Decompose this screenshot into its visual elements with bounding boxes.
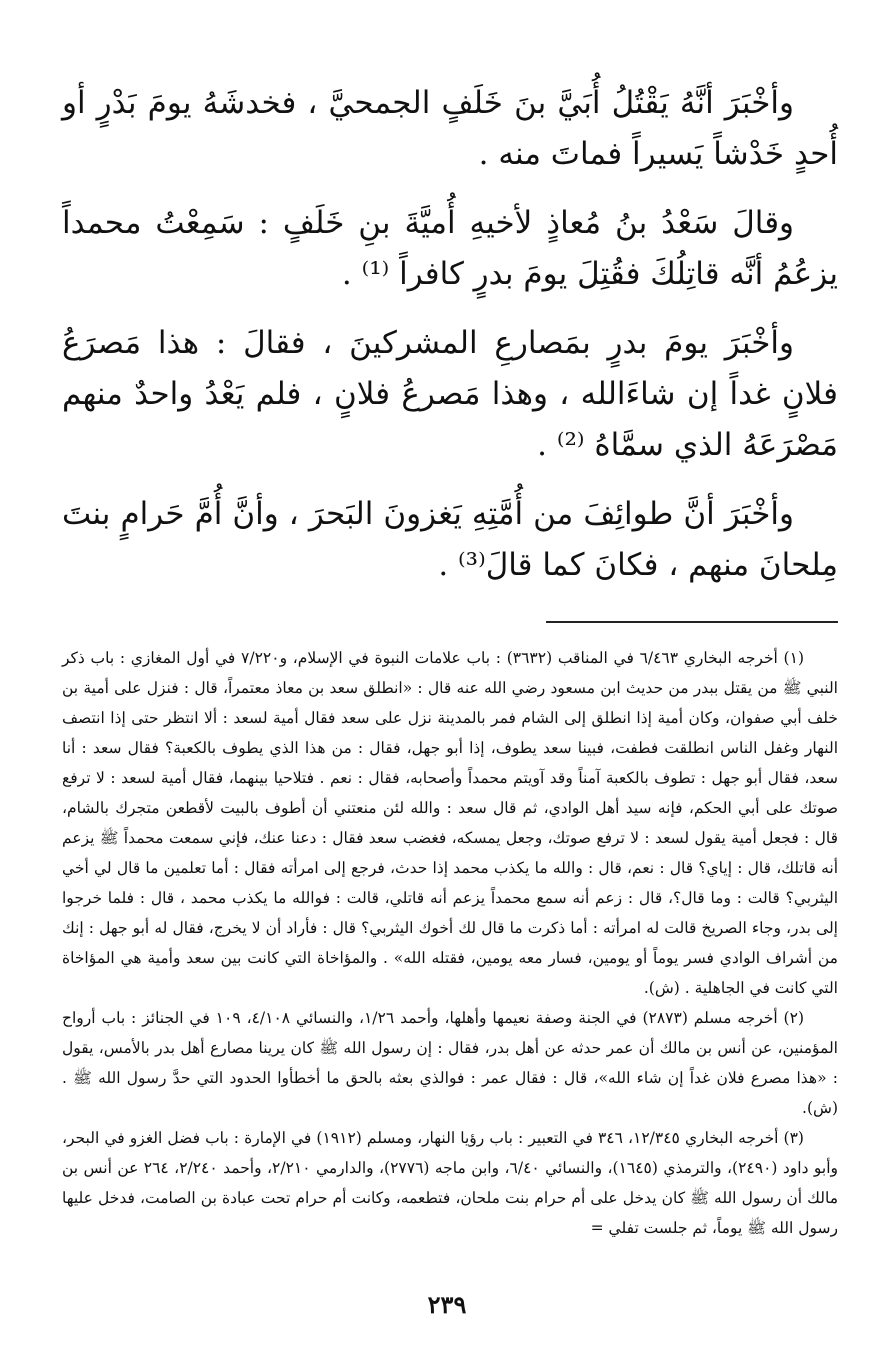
footnote-1: (١) أخرجه البخاري ٦/٤٦٣ في المناقب (٣٦٣٢) : باب علامات النبوة في الإسلام، و٧/٢٢٠ في أول المغازي : باب ذكر النبي ﷺ من يقتل ببدر من حديث ابن مسعود رضي الله عنه قال : «انطلق سعد بن معاذ معتمراً، قال : فنزل على أمية بن خلف أبي صفوان، وكان أمية إذا انطلق إلى الشام فمر بالمدينة نزل على سعد فقال أمية لسعد : ألا انتظر حتى إذا انتصف النهار وغفل الناس انطلقت فطفت، فبينا سعد يطوف، إذا أبو جهل، فقال : من هذا الذي يطوف بالكعبة؟ فقال سعد : أنا سعد، فقال أبو جهل : تطوف بالكعبة آمناً وقد آويتم محمداً وأصحابه، فقال : نعم . فتلاحيا بينهما، فقال أمية لسعد : لا ترفع صوتك على أبي الحكم، فإنه سيد أهل الوادي، ثم قال سعد : والله لئن منعتني أن أطوف بالبيت لأقطعن متجرك بالشام، قال : فجعل أمية يقول لسعد : لا ترفع صوتك، وجعل يمسكه، فغضب سعد فقال : دعنا عنك، فإني سمعت محمداً ﷺ يزعم أنه قاتلك، قال : إياي؟ قال : نعم، قال : والله ما يكذب محمد إذا حدث، فرجع إلى امرأته فقال : أما تعلمين ما قال لي أخي اليثربي؟ قالت : وما قال؟، قال : زعم أنه سمع محمداً يزعم أنه قاتلي، قالت : فوالله ما يكذب محمد ، قال : فلما خرجوا إلى بدر، وجاء الصريخ قالت له امرأته : أما ذكرت ما قال لك أخوك اليثربي؟ قال : فأراد أن لا يخرج، فقال له أبو جهل : إنك من أشراف الوادي فسر يوماً أو يومين، فسار معه يومين، فقتله الله» . والمؤاخاة التي كانت بين سعد وأمية هي المؤاخاة التي كانت في الجاهلية . (ش). bbox=[62, 649, 838, 997]
main-paragraph: وقالَ سَعْدُ بنُ مُعاذٍ لأخيهِ أُميَّةَ بنِ خَلَفٍ : سَمِعْتُ محمداً يزعُمُ أنَّه قاتِلُكَ فقُتِلَ يومَ بدرٍ كافراً ⁽¹⁾ . bbox=[62, 205, 838, 292]
main-paragraph: وأخْبَرَ أنَّهُ يَقْتُلُ أُبَيَّ بنَ خَلَفٍ الجمحيَّ ، فخدشَهُ يومَ بَدْرٍ أو أُحدٍ خَدْشاً يَسيراً فماتَ منه . bbox=[62, 85, 838, 172]
footnotes bbox=[62, 643, 838, 1243]
main-paragraph: وأخْبَرَ يومَ بدرٍ بمَصارعِ المشركينَ ، فقالَ : هذا مَصرَعُ فلانٍ غداً إن شاءَالله ، وهذا مَصرعُ فلانٍ ، فلم يَعْدُ واحدٌ منهم مَصْرَعَهُ الذي سمَّاهُ ⁽²⁾ . bbox=[62, 325, 838, 463]
page-number: ٢٣٩ bbox=[427, 1290, 467, 1319]
footnote-separator bbox=[546, 621, 838, 623]
main-paragraph: وأخْبَرَ أنَّ طوائِفَ من أُمَّتِهِ يَغزونَ البَحرَ ، وأنَّ أُمَّ حَرامٍ بنتَ مِلحانَ منهم ، فكانَ كما قالَ⁽³⁾ . bbox=[62, 496, 838, 583]
footnote-2: (٢) أخرجه مسلم (٢٨٧٣) في الجنة وصفة نعيمها وأهلها، وأحمد ١/٢٦، والنسائي ٤/١٠٨، ١٠٩ في الجنائز : باب أرواح المؤمنين، عن أنس بن مالك أن عمر حدثه عن أهل بدر، فقال : إن رسول الله ﷺ كان يرينا مصارع أهل بدر بالأمس، يقول : «هذا مصرع فلان غداً إن شاء الله»، قال : فقال عمر : فوالذي بعثه بالحق ما أخطأوا الحدود التي حدَّ رسول الله ﷺ . (ش). bbox=[62, 1009, 838, 1117]
footnote-3: (٣) أخرجه البخاري ١٢/٣٤٥، ٣٤٦ في التعبير : باب رؤيا النهار، ومسلم (١٩١٢) في الإمارة : باب فضل الغزو في البحر، وأبو داود (٢٤٩٠)، والترمذي (١٦٤٥)، والنسائي ٦/٤٠، وابن ماجه (٢٧٧٦)، والدارمي ٢/٢١٠، وأحمد ٢/٢٤٠، ٢٦٤ عن أنس بن مالك أن رسول الله ﷺ كان يدخل على أم حرام بنت ملحان، فتطعمه، وكانت أم حرام تحت عبادة بن الصامت، فدخل عليها رسول الله ﷺ يوماً، ثم جلست تفلي = bbox=[62, 1129, 838, 1237]
main-text bbox=[62, 78, 838, 591]
